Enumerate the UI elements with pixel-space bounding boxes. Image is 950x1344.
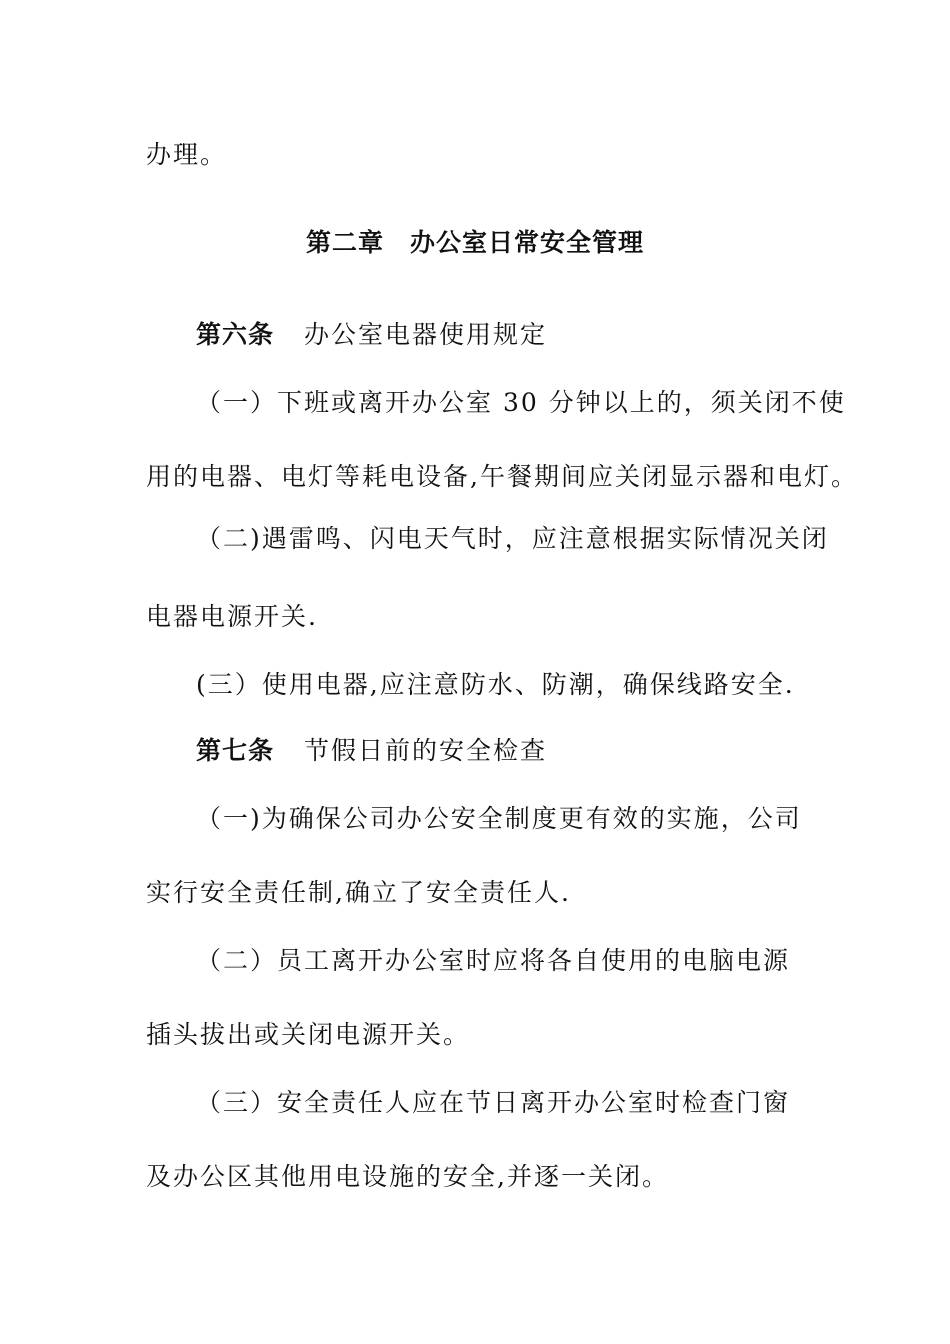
article-6-item-2-line-1: （二)遇雷鸣、闪电天气时，应注意根据实际情况关闭 [196, 524, 829, 553]
article-7-heading [196, 734, 547, 768]
continuation-text: 办理。 [146, 140, 228, 169]
article-6-label: 第六条 [196, 320, 275, 349]
article-7-item-1-line-1: （一)为确保公司办公安全制度更有效的实施，公司 [196, 804, 802, 833]
article-7-item-3-line-2: 及办公区其他用电设施的安全,并逐一关闭。 [146, 1162, 669, 1191]
article-6-item-2-line-2: 电器电源开关. [146, 602, 318, 631]
article-7-item-1-line-2: 实行安全责任制,确立了安全责任人. [146, 878, 571, 907]
article-7-item-3-line-1: （三）安全责任人应在节日离开办公室时检查门窗 [196, 1088, 791, 1117]
article-7-item-2-line-1: （二）员工离开办公室时应将各自使用的电脑电源 [196, 946, 791, 975]
article-6-item-1-line-1: （一）下班或离开办公室 30 分钟以上的，须关闭不使 [196, 388, 846, 417]
article-7-label: 第七条 [196, 736, 275, 765]
chapter-title: 第二章 办公室日常安全管理 [305, 228, 644, 257]
article-6-title: 办公室电器使用规定 [304, 320, 548, 349]
article-7-title: 节假日前的安全检查 [304, 736, 548, 765]
article-6-item-3: (三）使用电器,应注意防水、防潮，确保线路安全. [196, 670, 795, 699]
article-7-item-2-line-2: 插头拔出或关闭电源开关。 [146, 1020, 471, 1049]
article-6-item-1-line-2: 用的电器、电灯等耗电设备,午餐期间应关闭显示器和电灯。 [146, 462, 858, 491]
article-6-heading [196, 318, 547, 352]
